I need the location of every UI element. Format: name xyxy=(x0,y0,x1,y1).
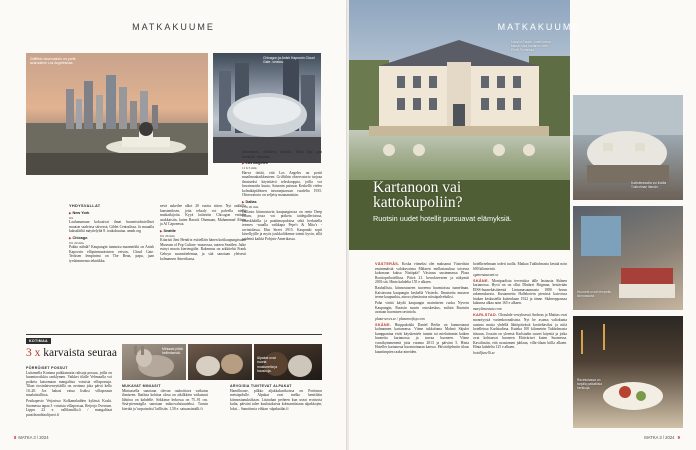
miniaasi-text: Miniaasella sanotaan olevan rauhoittava vaikutus ihmiseen. Ihailuta kohtiaa olosa on aikilkkien vaikutusti lähtöoa on kahdelle. Sökkinse lerkossa on 75–91 cm. Sisä-piennoiglla sanotaan mikrovalaisuuteksi. Tuosin kiertää ja 'turpatuoksi' laillisiin. 1,50 e. satuaasintalli.fi xyxy=(122,388,208,411)
dallas-heading: ▶Dallas xyxy=(242,199,257,204)
issue-label-right: MATKA 3 / 2024 xyxy=(644,435,675,440)
bean-graphic xyxy=(213,53,321,163)
box-heading-number: 3 x xyxy=(26,347,41,359)
ny-text: Laulumanuun kokoaivat ilmat huoneistohotelliset muuton saaleissa säivessä, Gildet Centralissa. Ja muualla kaksaläiltä mäyttelyltä 8. toukokuutaa. amnh.org xyxy=(69,220,154,234)
room-caption: Huoneet ovat hempeän kiinnostavia. xyxy=(577,290,612,299)
miniaasi-photo xyxy=(122,344,186,380)
skyline-graphic xyxy=(26,53,208,175)
right-page xyxy=(349,0,696,450)
vasteras-paragraph-3: Paha värttä käydä kaupungin mainitseen ruoka Nyvern Kaupungin, Ruotsin suurin ostoskeskus, miloin Ruotsiin avataan huomisen ravintola. xyxy=(375,301,469,315)
left-footer xyxy=(14,435,49,440)
chicago-heading: ▶Chicago xyxy=(69,235,88,240)
karlstad-label: KARLSTAD. xyxy=(473,313,498,318)
alpakka-text: Hamilhouse, pilkko aljakkakurikoissa on Portimon metsäpolulle. Alpakat ovat melko kenttiläin kiinnostanuksiltaan. Lisärahan perheen kun useat erottuvia kulta, päiväni tulee kuulutuksista kolmantiisiaan alpakkojen, loksi... Sanottimia vihkan -alpakatilat.fi xyxy=(230,388,322,411)
dallas-flight-time: 13 h 40 min xyxy=(242,205,259,210)
article-column-3 xyxy=(242,150,322,243)
ny-flight-time: 9 h xyxy=(69,215,74,220)
right-column-2 xyxy=(473,262,567,357)
left-page xyxy=(0,0,347,450)
vasteras-paragraph-2: Rauhallista, kiinnostuseen tuoreena huomioissa tunnelman. Kaistavana kaupungin keskellä Västerås. Ilmaisettu museon terme kaupunkia, ainoa ryhmäratoa niissäpalveluiksi. xyxy=(375,286,469,300)
col2-text: nevä aukeilee alkoi 20 vuotta sitten. Nyt ankkilla kansteniksen, jotta teksaly voi palvella niellä maikatkijoita. Kyyä laittaviin Chicagon entisiin asukkaisiin, kuten Barack Obamaan, Muhammad Aliota ja Al Caponesta. xyxy=(160,204,246,227)
dallas-text: Dallasin kiinnostavin kaupunginosa on rento Deep Ellum, jossa voi poiketa taidegallerioissa, bluesklubilla ja paattimopubissa sekä herkutella texmex -ruualla vaikkapa Pepe's & Mito's -ravintolassa. Elm Street 2915. Kaupunki sopii kävellyjille ja myös joukkoliikenne toimii hyvin, sillä raideinä kaikki Pohjois-Amerikassa. xyxy=(242,209,322,241)
alpakka-photo-1 xyxy=(188,344,252,380)
alpakka-photo-2 xyxy=(254,344,322,380)
karlstad-paragraph xyxy=(473,313,567,349)
article-column-2 xyxy=(160,204,246,263)
la-heading: ▶Los Angeles xyxy=(242,161,268,166)
page-number-left: 8 xyxy=(14,435,17,440)
possu-text: Luttamella Komma paikkamutta ralisuja possua, joilla on huomioroikkia ranklymen. Vaikkei tilalle Vehmaalla voi poiketa katsomaan mangalitsa -rotuisia villapossuja. Tilaat rtosinlatvenvyttäillä on avoinna joka päivä kello 10–20. Jos hahasi vatua lisäksi villapossun maalaistallissa. xyxy=(26,370,112,398)
kotimaa-tag: KOTIMAA xyxy=(26,338,51,344)
col2-link-3[interactable]: hotelljunelli.se xyxy=(473,351,495,356)
miniaasi-caption: Miniaasi pitää hellimisestä. xyxy=(162,347,183,356)
manor-graphic xyxy=(349,0,570,250)
cloud-gate-photo xyxy=(213,53,321,163)
right-column-1 xyxy=(375,262,469,356)
box-top-rule xyxy=(26,334,322,335)
possu-kicker: PÖRRÖISET POSSUT xyxy=(26,366,68,370)
vasteras-link[interactable]: plaza-seves.se / plazarooftop.com xyxy=(375,316,425,321)
chicago-flight-time: 9 h 20 min xyxy=(69,240,84,245)
article-column-1 xyxy=(69,204,154,265)
manor-caption: Marylin Estate -hotelli ottaa kaksin sisä-kartanohotelli Etelä-Ruotsissa. xyxy=(511,40,551,53)
headline-line-1: Kartanoon vai xyxy=(373,179,462,196)
rooftop-caption: Kattoterassilla voi ihailla Tukholman iltaväri. xyxy=(631,181,667,190)
karlstad-text: Olosuhde vestyksessä Andreas ja Mattias ovat monotyystä vartenkoonalisista. Nyt he asunsa valiokunta uusinta mutta yhdellä lähtöpäivästä kortteltaviksi ja niitä hotelleissa Karlstadissa. Kuinka 100 kilometrin Tukholmasta itäsuun, Jossain on yleensä Karlstadin suuret käyntiä ja jotka ovat kohtaavat huoneen Ehtiväriset kuten Suomessa. Kavaliasiin, että noustamen juhlaan, villa-tilaan hiilla alkaen. Hinta kahdelta 125 e alkaen. xyxy=(473,313,568,350)
alpaca-graphic-1 xyxy=(188,344,252,380)
alpakka-caption: Alpakat ovat nuoria mustuneita ja hauskoja. xyxy=(257,356,278,374)
issue-label-left: MATKA 3 / 2024 xyxy=(18,435,49,440)
seattle-heading: ▶Seattle xyxy=(160,228,176,233)
skane-label: SKÅNE. xyxy=(375,322,392,327)
skane-text: Huippukokki Daniel Berlin on kunnostanut kolmannen kartanonsa. Viime tukkoloma Malmö Skjulet kumppanina eivät käyskentele tunnin tai mieluimmin kaiken huoneita kartanossa ja turvaa huoneen. Viime vuosikymmenenä joita vuonna 2013 ja päiväni 5. Hinta Hoteller kartanosta huomioimaan kanssa. Päiväohjelmiin tilaus kauniimpien raaka-aineiden. xyxy=(375,322,469,354)
la-text: Harva tietää, että Los Angeles on portti maailmankaikkeuteen. Griffithin observatorio tarjoaa ilmaiseksi käytettävä teleskooppia, joilla voi havainnoida kuuta, Saturnin paisson Keskellä vielen kolmikäpälöinen taivaanjuoruun vuodelta 1935. Observatorio on seljetty maanantaisin. xyxy=(242,170,322,198)
hero-caption: Griffithin observatorio on portti avaruuteen Los Angelesissa. xyxy=(30,57,76,66)
possu-column xyxy=(26,366,112,419)
col2-link-2[interactable]: marylinsestate.com xyxy=(473,307,502,312)
seattle-text: Kitaristi Jimi Hendrix esittelläin hänen kotikaupungissaan Museum of Pop Culture -museossa, uuteen Seattlen. Jatke esinyt muota kiertengälie. Rakennus on arkkitehti Frank Gehryn suunnittelemaa, ja sitä sanotaan yleisesti kolmansen Amerikassa. xyxy=(160,238,246,261)
region-kicker: YHDYSVALLAT xyxy=(69,203,101,208)
box-heading xyxy=(26,347,117,359)
vasteras-paragraph xyxy=(375,262,469,285)
main-headline xyxy=(373,180,463,210)
skane-label-2: SKÅNE. xyxy=(473,278,490,283)
vasteras-label: VÄSTERÅS. xyxy=(375,262,400,266)
restaurant-photo xyxy=(573,316,683,428)
miniaasi-kicker: MUKAVAT MINIASIT xyxy=(122,384,161,388)
section-title: MATKAKUUME xyxy=(132,22,215,32)
ny-heading: ▶New York xyxy=(69,210,90,215)
col2-link-1[interactable]: cgmrestaurant.se xyxy=(473,272,499,277)
alpakka-kicker: ARVOISIA TUNTEVAT ALPAKAT xyxy=(230,384,292,388)
hotel-room-photo xyxy=(573,206,683,310)
la-skyline-photo xyxy=(26,53,208,175)
page-number-right: 9 xyxy=(677,435,680,440)
manor-hero-photo xyxy=(349,0,570,250)
restaurant-graphic xyxy=(573,316,683,428)
miniaasi-column xyxy=(122,384,208,413)
rooftop-terrace-photo xyxy=(573,95,683,200)
vasteras-text: Koska viimeksi olet maksanut Västeråsin ensimmäistä valokuvainsa Mälaren mellastasuhuu toisessa kokonaan kuksa Nistäpää? Väsiraus uusimmassa Plaza Roottoprihotellissa. Päivä 21. kerrokseeseen ja näkymät 2001:stä. Hinta kahdelta 155 e alkaen. xyxy=(375,262,469,285)
headline-line-2: kattokupoliin? xyxy=(373,194,463,211)
chicago-text: Pakko nähdä? Kaupungin tunnustu maamerkki on Anish Kapoorin ellipsinmuotoinen veistos, Cloud Gate. Teoksen lempinimi on The Bean, papu, jaan tyrskimmensa tekniikka. xyxy=(69,245,154,264)
skane-paragraph-2 xyxy=(473,279,567,306)
deck: Ruotsin uudet hotellit pursuavat elämyksiä. xyxy=(373,214,512,223)
right-footer xyxy=(644,435,682,440)
restaurant-caption: Ravintolassa on tarjolla paikallisia herkkuja. xyxy=(577,378,602,391)
skane-text-2: Monipuolista tervetuloa tälle lastausta Skånen kartanossa. Hyvä on on ollut Dhahrei Brigman, kestävään EISS-huonekäsitteestä Lintumasuunnasta 1880 -luvun rakennuksesta. Kustannettu Hallekotein pienissä kaivoissa hiukan keskustella kuitenkaan 1922 ja tänne. Skåneoppaassa kakunsa alkaa noin 165 e alkaen. xyxy=(473,278,568,306)
box-heading-text: karvaista seuraa xyxy=(43,347,118,359)
possu-text-2: Posthapesto Vetjarissa Kolkannladden kylässä Koski. Suomessa tapaa 3 -rotuista villapossua, Reijerja Overrum. Lippu 22 e. vallilamilla.fi / mangalitsat puotileanditzoltjueri.fi xyxy=(26,399,112,417)
col2-paragraph-1: hotellirnelmaan todeti tuolla. Matkaa Tukholmasta kestää noin 600 kilometriä. xyxy=(473,262,567,271)
col3-text: katsomassa, elelisivat mobiili. Talon läpi ajaa monorail -junarata. xyxy=(242,150,322,159)
chicago-caption: Chicagon ja Anish Kapoorin Cloud Gate -veistos. xyxy=(263,56,315,65)
la-flight-time: 11 h 5 min xyxy=(242,166,257,171)
skane-paragraph xyxy=(375,323,469,355)
alpakka-column xyxy=(230,384,322,413)
seattle-flight-time: 9 h 20 min xyxy=(160,233,175,238)
section-title-right: MATKAKUUME xyxy=(497,22,581,32)
